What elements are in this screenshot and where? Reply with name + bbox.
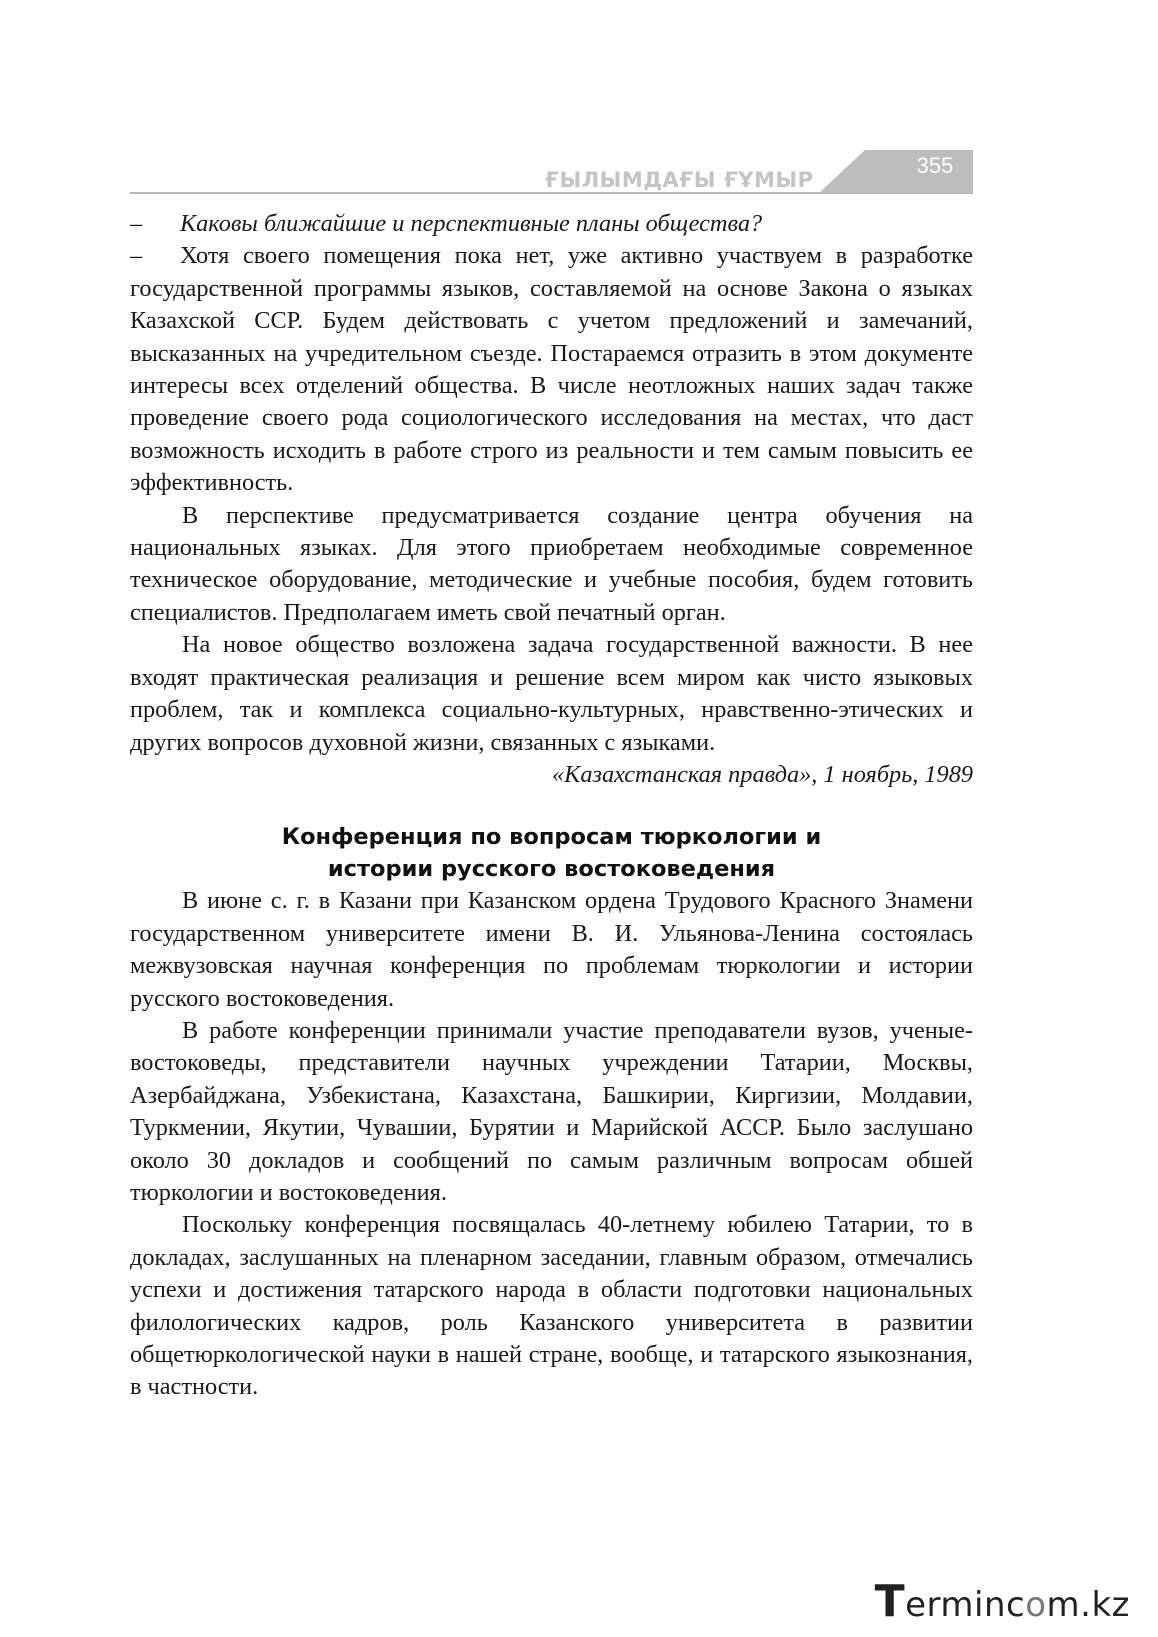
section-heading-line: истории русского востоковедения bbox=[327, 856, 776, 883]
header-rule bbox=[130, 192, 973, 194]
section-heading-line: Конференция по вопросам тюркологии и bbox=[281, 824, 822, 851]
source-citation: «Казахстанская правда», 1 ноябрь, 1989 bbox=[552, 760, 973, 788]
paragraph: На новое общество возложена задача государственной важности. В нее входят практическая реализация и решение всем миром как чисто языковых проблем, так и комплекса социально-культурных, нравственно-этических и других вопросов духовной жизни, связанных с языками. bbox=[130, 631, 973, 756]
interview-question: – Каковы ближайшие и перспективные планы общества? bbox=[130, 208, 973, 240]
paragraph: Поскольку конференция посвящалась 40-летнему юбилею Татарии, то в докладах, заслушанных на пленарном заседании, главным образом, отмечались успехи и достижения татарского народа в области подготовки национальных филологических кадров, роль Казанского университета в развитии общетюркологической науки в нашей стране, вообще, и татарского языкознания, в частности. bbox=[130, 1211, 973, 1401]
paragraph: В перспективе предусматривается создание центра обучения на национальных языках. Для этого приобретаем необходимые современное техническое оборудование, методические и учебные пособия, будем готовить специалистов. Предполагаем иметь свой печатный орган. bbox=[130, 501, 973, 626]
dash-marker: – bbox=[130, 210, 143, 237]
interview-answer: – Хотя своего помещения пока нет, уже активно участвуем в разработке государственной программы языков, составляемой на основе Закона о языках Казахской ССР. Будем действовать с учетом предложений и замечаний, высказанных на учредительном съезде. Постараемся отразить в этом документе интересы всех отделений общества. В числе неотложных наших задач также проведение своего рода социологического исследования на местах, что даст возможность исходить в работе строго из реальности и тем самым повысить ее эффективность. bbox=[130, 242, 973, 497]
section-heading bbox=[130, 821, 973, 885]
page-body bbox=[130, 208, 973, 1404]
paragraph: В работе конференции принимали участие преподаватели вузов, ученые-востоковеды, представители научных учреждении Татарии, Москвы, Азербайджана, Узбекистана, Казахстана, Башкирии, Киргизии, Молдавии, Туркмении, Якутии, Чувашии, Бурятии и Марийской АССР. Было заслушано около 30 докладов и сообщений по самым различным вопросам обшей тюркологии и востоковедения. bbox=[130, 1016, 973, 1206]
page-number: 355 bbox=[916, 153, 954, 178]
dash-marker: – bbox=[130, 242, 143, 270]
watermark-logo: Termincom.kz bbox=[874, 1576, 1130, 1627]
running-header-title: ҒЫЛЫМДАҒЫ ҒҰМЫР bbox=[545, 168, 814, 192]
paragraph: В июне с. г. в Казани при Казанском ордена Трудового Красного Знамени государственном университете имени В. И. Ульянова-Ленина состоялась межвузовская научная конференция по проблемам тюркологии и истории русского востоковедения. bbox=[130, 887, 973, 1012]
